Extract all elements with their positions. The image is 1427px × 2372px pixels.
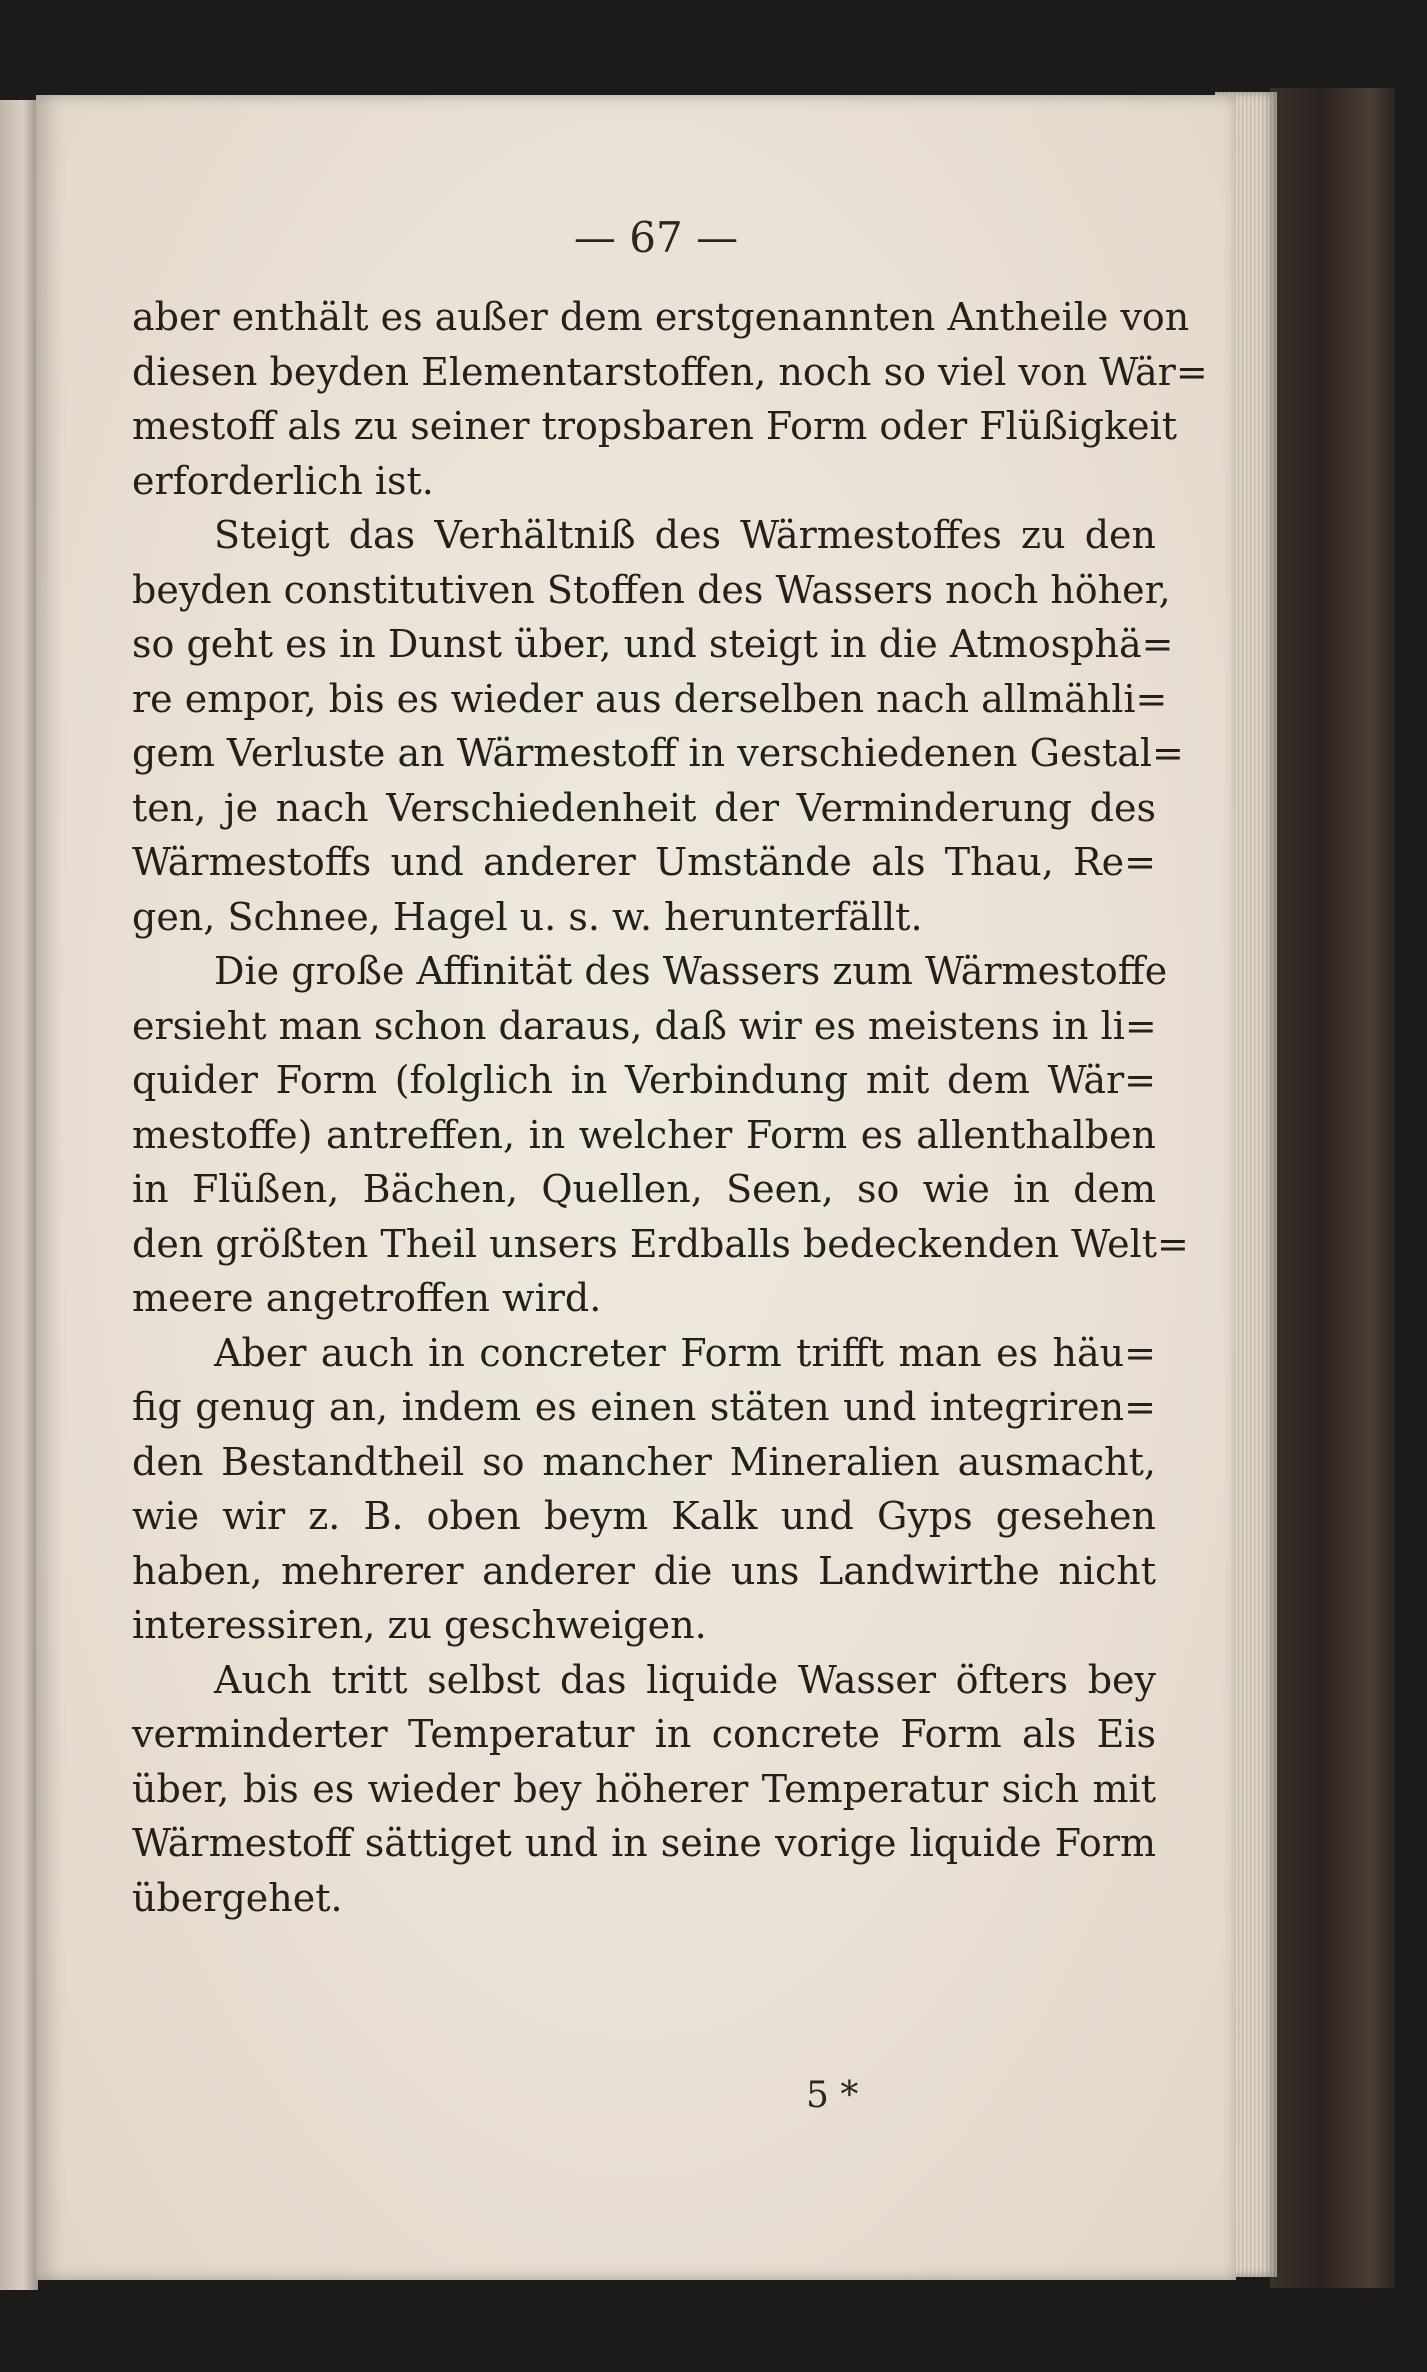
book-spine <box>1270 88 1395 2288</box>
text-line: Steigt das Verhältniß des Wärmestoffes zu den <box>214 513 1156 557</box>
text-line: haben, mehrerer anderer die uns Landwirthe nicht <box>132 1548 1156 1593</box>
text-line: interessiren, zu geschweigen. <box>132 1603 707 1647</box>
text-line: so geht es in Dunst über, und steigt in die Atmosphä= <box>132 622 1174 666</box>
page-number: — 67 — <box>573 213 739 262</box>
text-line: aber enthält es außer dem erstgenannten Antheile von <box>132 295 1190 339</box>
facing-page-edge <box>0 100 38 2290</box>
text-line: mestoffe) antreffen, in welcher Form es allenthalben <box>132 1112 1156 1157</box>
text-line: den Bestandtheil so mancher Mineralien ausmacht, <box>132 1439 1156 1484</box>
text-line: den größten Theil unsers Erdballs bedeckenden Welt= <box>132 1221 1189 1266</box>
text-line: gen, Schnee, Hagel u. s. w. herunterfällt. <box>132 894 923 939</box>
text-line: beyden constitutiven Stoffen des Wassers noch höher, <box>132 567 1171 612</box>
book-page <box>36 95 1236 2280</box>
text-line: mestoff als zu seiner tropsbaren Form oder Flüßigkeit <box>132 404 1178 448</box>
printer-signature-mark: 5 * <box>806 2075 859 2116</box>
text-line: quider Form (folglich in Verbindung mit dem Wär= <box>132 1058 1156 1102</box>
text-line: über, bis es wieder bey höherer Temperatur sich mit <box>132 1766 1156 1811</box>
text-line: verminderter Temperatur in concrete Form als Eis <box>132 1712 1156 1756</box>
text-line: erforderlich ist. <box>132 458 434 503</box>
text-line: Auch tritt selbst das liquide Wasser öfters bey <box>214 1657 1156 1702</box>
body-text <box>132 290 1208 1925</box>
text-line: re empor, bis es wieder aus derselben nach allmähli= <box>132 676 1168 721</box>
text-line: diesen beyden Elementarstoffen, noch so viel von Wär= <box>132 349 1208 394</box>
text-line: gem Verluste an Wärmestoff in verschiedenen Gestal= <box>132 731 1184 775</box>
text-line: Aber auch in concreter Form trifft man es häu= <box>214 1330 1156 1375</box>
text-line: ersieht man schon daraus, daß wir es meistens in li= <box>132 1003 1157 1048</box>
text-line: Wärmestoff sättiget und in seine vorige liquide Form <box>132 1821 1156 1865</box>
text-line: meere angetroffen wird. <box>132 1276 602 1320</box>
text-line: in Flüßen, Bächen, Quellen, Seen, so wie in dem <box>132 1167 1156 1211</box>
text-line: Wärmestoffs und anderer Umstände als Thau, Re= <box>132 840 1156 884</box>
text-line: fig genug an, indem es einen stäten und integriren= <box>132 1385 1156 1429</box>
text-line: ten, je nach Verschiedenheit der Verminderung des <box>132 785 1156 830</box>
text-line: übergehet. <box>132 1875 343 1920</box>
text-line: wie wir z. B. oben beym Kalk und Gyps gesehen <box>132 1494 1156 1538</box>
text-line: Die große Affinität des Wassers zum Wärmestoffe <box>214 949 1168 993</box>
